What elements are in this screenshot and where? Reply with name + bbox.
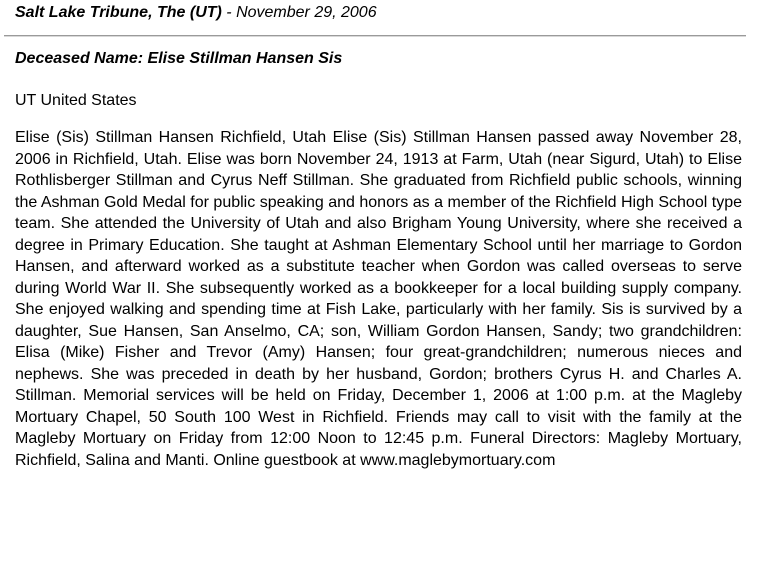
obituary-text: Elise (Sis) Stillman Hansen Richfield, Utah Elise (Sis) Stillman Hansen passed away November 28, 2006 in Richfield, Utah. Elise was born November 24, 1913 at Farm, Utah (near Sigurd, Utah) to Elise Rothlisberger Stillman and Cyrus Neff Stillman. She graduated from Richfield public schools, winning the Ashman Gold Medal for public speaking and honors as a member of the Richfield High School type team. She attended the University of Utah and also Brigham Young University, where she received a degree in Primary Education. She taught at Ashman Elementary School until her marriage to Gordon Hansen, and afterward worked as a substitute teacher when Gordon was called overseas to serve during World War II. She subsequently worked as a bookkeeper for a local building supply company. She enjoyed walking and spending time at Fish Lake, particularly with her family. Sis is survived by a daughter, Sue Hansen, San Anselmo, CA; son, William Gordon Hansen, Sandy; two grandchildren: Elisa (Mike) Fisher and Trevor (Amy) Hansen; four great-grandchildren; numerous nieces and nephews. She was preceded in death by her husband, Gordon; brothers Cyrus H. and Charles A. Stillman. Memorial services will be held on Friday, December 1, 2006 at 1:00 p.m. at the Magleby Mortuary Chapel, 50 South 100 West in Richfield. Friends may call to visit with the family at the Magleby Mortuary on Friday from 12:00 Noon to 12:45 p.m. Funeral Directors: Magleby Mortuary, Richfield, Salina and Manti. Online guestbook at www.maglebymortuary.com [15, 129, 742, 469]
header-separator: - [221, 4, 237, 21]
deceased-name: Deceased Name: Elise Stillman Hansen Sis [15, 50, 343, 67]
publication-date: November 29, 2006 [236, 4, 377, 21]
header-divider [4, 35, 746, 37]
location: UT United States [15, 92, 137, 109]
newspaper-source: Salt Lake Tribune, The (UT) [15, 4, 222, 21]
article-header [15, 2, 377, 24]
